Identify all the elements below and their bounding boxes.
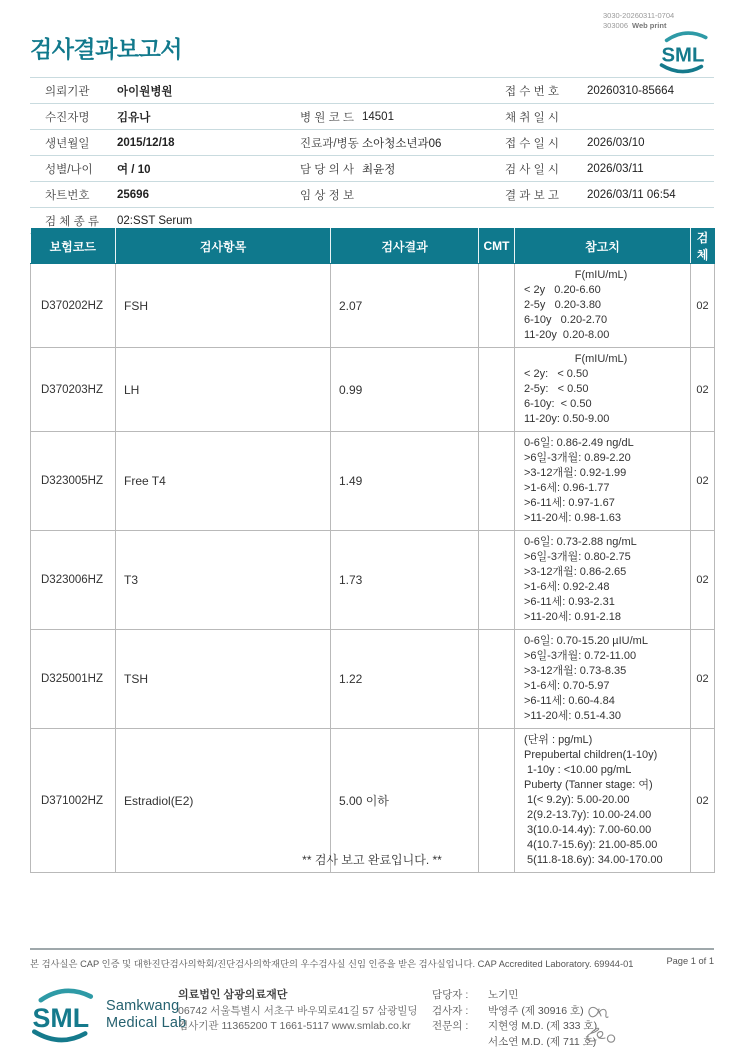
info-label: 의뢰기관	[30, 78, 115, 104]
results-body	[31, 264, 715, 873]
info-value: 최윤정	[360, 156, 490, 182]
reference-line: >11-20세: 0.98-1.63	[524, 512, 621, 524]
reference-line: < 2y 0.20-6.60	[524, 284, 601, 296]
info-value: 2015/12/18	[115, 130, 285, 156]
info-label	[285, 78, 360, 104]
table-row	[31, 264, 715, 348]
reference-line: 6-10y: < 0.50	[524, 398, 592, 410]
staff-value: 노기민	[488, 989, 519, 1001]
reference-line: >11-20세: 0.91-2.18	[524, 611, 621, 623]
test-result: 0.99	[331, 348, 479, 432]
print-meta	[603, 11, 674, 30]
test-result: 2.07	[331, 264, 479, 348]
reference-line: >6일-3개월: 0.80-2.75	[524, 551, 631, 563]
test-name: LH	[116, 348, 331, 432]
info-value: 2026/03/11 06:54	[585, 182, 714, 208]
staff-label	[432, 1035, 480, 1051]
info-label: 생년월일	[30, 130, 115, 156]
patient-info-section	[30, 77, 714, 234]
reference-line: 0-6일: 0.70-15.20 µIU/mL	[524, 635, 648, 647]
results-column-header: 보험코드	[31, 229, 116, 264]
reference-line: 0-6일: 0.73-2.88 ng/mL	[524, 536, 637, 548]
table-row	[31, 531, 715, 630]
brand-line2: Medical Lab	[106, 1015, 187, 1031]
comment-cell	[479, 348, 515, 432]
reference-range	[515, 348, 691, 432]
test-result: 5.00 이하	[331, 729, 479, 873]
reference-range	[515, 531, 691, 630]
info-value: 아이원병원	[115, 78, 285, 104]
reference-line: >6-11세: 0.93-2.31	[524, 596, 615, 608]
comment-cell	[479, 264, 515, 348]
patient-info-row	[30, 104, 714, 130]
staff-label: 담당자 :	[432, 989, 469, 1001]
patient-info-body	[30, 78, 714, 234]
reference-range	[515, 432, 691, 531]
reference-range	[515, 630, 691, 729]
staff-row	[432, 1004, 597, 1020]
insurance-code: D325001HZ	[31, 630, 116, 729]
company-info	[178, 988, 418, 1035]
logo-text: SML	[661, 44, 705, 67]
logo-arc-top	[41, 991, 91, 1000]
logo-arc-top	[667, 33, 706, 40]
info-value	[360, 78, 490, 104]
comment-cell	[479, 432, 515, 531]
page-number: Page 1 of 1	[666, 956, 714, 966]
info-label: 병 원 코 드	[285, 104, 360, 130]
print-type: Web print	[632, 20, 667, 30]
brand-line1: Samkwang	[106, 998, 180, 1014]
reference-line: >1-6세: 0.92-2.48	[524, 581, 610, 593]
staff-label: 검사자 :	[432, 1004, 469, 1017]
results-column-header: 검체	[691, 229, 715, 264]
patient-info-row	[30, 182, 714, 208]
table-row	[31, 432, 715, 531]
insurance-code: D323005HZ	[31, 432, 116, 531]
comment-cell	[479, 531, 515, 630]
reference-line: >3-12개월: 0.92-1.99	[524, 467, 627, 479]
reference-line: 1-10y : <10.00 pg/mL	[524, 764, 632, 776]
reference-line: >3-12개월: 0.73-8.35	[524, 665, 627, 677]
insurance-code: D370203HZ	[31, 348, 116, 432]
test-result: 1.49	[331, 432, 479, 531]
test-name: Estradiol(E2)	[116, 729, 331, 873]
results-section	[30, 228, 715, 873]
reference-line: >1-6세: 0.70-5.97	[524, 680, 610, 692]
reference-line: (단위 : pg/mL)	[524, 734, 593, 746]
info-label: 성별/나이	[30, 156, 115, 182]
info-value: 02:SST Serum	[115, 208, 285, 234]
reference-line: >6일-3개월: 0.72-11.00	[524, 650, 637, 662]
reference-line: F(mIU/mL)	[574, 269, 628, 281]
brand-name	[106, 998, 186, 1032]
info-label: 검 체 종 류	[30, 208, 115, 234]
test-name: T3	[116, 531, 331, 630]
info-label: 검 사 일 시	[490, 156, 585, 182]
staff-value: 서소연 M.D. (제 711 호)	[488, 1035, 597, 1048]
company-name: 의료법인 삼광의료재단	[178, 989, 288, 1001]
comment-cell	[479, 630, 515, 729]
results-column-header: 검사결과	[331, 229, 479, 264]
info-value: 25696	[115, 182, 285, 208]
completion-note: ** 검사 보고 완료입니다. **	[302, 853, 442, 867]
info-value	[585, 104, 714, 130]
specimen-code: 02	[691, 264, 715, 348]
patient-info-row	[30, 156, 714, 182]
info-value: 2026/03/11	[585, 156, 714, 182]
print-serial: 3030-20260311-0704	[603, 11, 675, 20]
specimen-code: 02	[691, 348, 715, 432]
signature-ch	[589, 1007, 608, 1017]
footer-divider	[30, 948, 714, 950]
staff-info	[432, 988, 597, 1050]
results-column-header: 참고치	[515, 229, 691, 264]
insurance-code: D370202HZ	[31, 264, 116, 348]
reference-line: < 2y: < 0.50	[524, 368, 589, 380]
reference-line: Puberty (Tanner stage: 여)	[524, 779, 653, 791]
reference-line: 11-20y: 0.50-9.00	[524, 413, 610, 425]
page-title: 검사결과보고서	[30, 36, 183, 62]
info-value	[360, 182, 490, 208]
reference-line: 11-20y 0.20-8.00	[524, 329, 610, 341]
patient-info-row	[30, 78, 714, 104]
reference-line: Prepubertal children(1-10y)	[524, 749, 658, 761]
company-address: 06742 서울특별시 서초구 바우뫼로41길 57 삼광빌딩	[178, 1004, 418, 1017]
info-value: 김유나	[115, 104, 285, 130]
results-column-header: CMT	[479, 229, 515, 264]
staff-label: 전문의 :	[432, 1020, 469, 1032]
test-name: FSH	[116, 264, 331, 348]
reference-line: 2(9.2-13.7y): 10.00-24.00	[524, 809, 652, 821]
reference-line: >6-11세: 0.60-4.84	[524, 695, 615, 707]
info-label: 담 당 의 사	[285, 156, 360, 182]
company-contact: 검사기관 11365200 T 1661-5117 www.smlab.co.kr	[178, 1020, 411, 1032]
info-label: 접 수 일 시	[490, 130, 585, 156]
sml-logo-footer-icon	[26, 986, 100, 1044]
specimen-code: 02	[691, 630, 715, 729]
print-code: 303006	[603, 20, 629, 30]
reference-line: 2-5y: < 0.50	[524, 383, 589, 395]
staff-value: 박영주 (제 30916 호)	[488, 1004, 584, 1017]
info-label: 진료과/병동	[285, 130, 360, 156]
staff-row	[432, 988, 597, 1004]
info-value: 여 / 10	[115, 156, 285, 182]
patient-info-row	[30, 130, 714, 156]
results-column-header: 검사항목	[116, 229, 331, 264]
specimen-code: 02	[691, 729, 715, 873]
footer-brand	[26, 986, 186, 1044]
logo-text: SML	[32, 1003, 90, 1034]
specimen-code: 02	[691, 531, 715, 630]
signature-icon	[580, 1000, 642, 1048]
reference-line: 4(10.7-15.6y): 21.00-85.00	[524, 839, 658, 851]
reference-line: >11-20세: 0.51-4.30	[524, 710, 621, 722]
info-value: 20260310-85664	[585, 78, 714, 104]
sml-logo-icon	[655, 29, 713, 75]
reference-line: 3(10.0-14.4y): 7.00-60.00	[524, 824, 652, 836]
reference-line: 6-10y 0.20-2.70	[524, 314, 608, 326]
staff-row	[432, 1035, 597, 1051]
reference-line: 0-6일: 0.86-2.49 ng/dL	[524, 437, 634, 449]
table-row	[31, 348, 715, 432]
signature-seo	[587, 1028, 615, 1042]
info-label: 결 과 보 고	[490, 182, 585, 208]
reference-line: >3-12개월: 0.86-2.65	[524, 566, 627, 578]
staff-row	[432, 1019, 597, 1035]
info-value: 14501	[360, 104, 490, 130]
reference-line: >6-11세: 0.97-1.67	[524, 497, 615, 509]
insurance-code: D371002HZ	[31, 729, 116, 873]
reference-line: 5(11.8-18.6y): 34.00-170.00	[524, 854, 663, 866]
test-result: 1.22	[331, 630, 479, 729]
results-table	[30, 228, 715, 873]
table-row	[31, 630, 715, 729]
test-name: Free T4	[116, 432, 331, 531]
certification-line	[30, 956, 714, 970]
test-result: 1.73	[331, 531, 479, 630]
info-value: 2026/03/10	[585, 130, 714, 156]
reference-line: 2-5y 0.20-3.80	[524, 299, 602, 311]
reference-line: 1(< 9.2y): 5.00-20.00	[524, 794, 630, 806]
staff-value: 지현영 M.D. (제 333 호)	[488, 1020, 598, 1032]
info-label: 수진자명	[30, 104, 115, 130]
info-label: 접 수 번 호	[490, 78, 585, 104]
results-header-row	[31, 229, 715, 264]
patient-info-table	[30, 77, 714, 234]
info-label: 임 상 정 보	[285, 182, 360, 208]
info-label: 차트번호	[30, 182, 115, 208]
insurance-code: D323006HZ	[31, 531, 116, 630]
test-name: TSH	[116, 630, 331, 729]
certification-text: 본 검사실은 CAP 인증 및 대한진단검사의학회/진단검사의학재단의 우수검사실 신임 인증을 받은 검사실입니다. CAP Accredited Laboratory. 69944-01	[30, 959, 634, 969]
specimen-code: 02	[691, 432, 715, 531]
reference-line: F(mIU/mL)	[574, 353, 628, 365]
reference-line: >1-6세: 0.96-1.77	[524, 482, 610, 494]
info-label: 채 취 일 시	[490, 104, 585, 130]
reference-line: >6일-3개월: 0.89-2.20	[524, 452, 631, 464]
reference-range	[515, 264, 691, 348]
info-value: 소아청소년과06	[360, 130, 490, 156]
